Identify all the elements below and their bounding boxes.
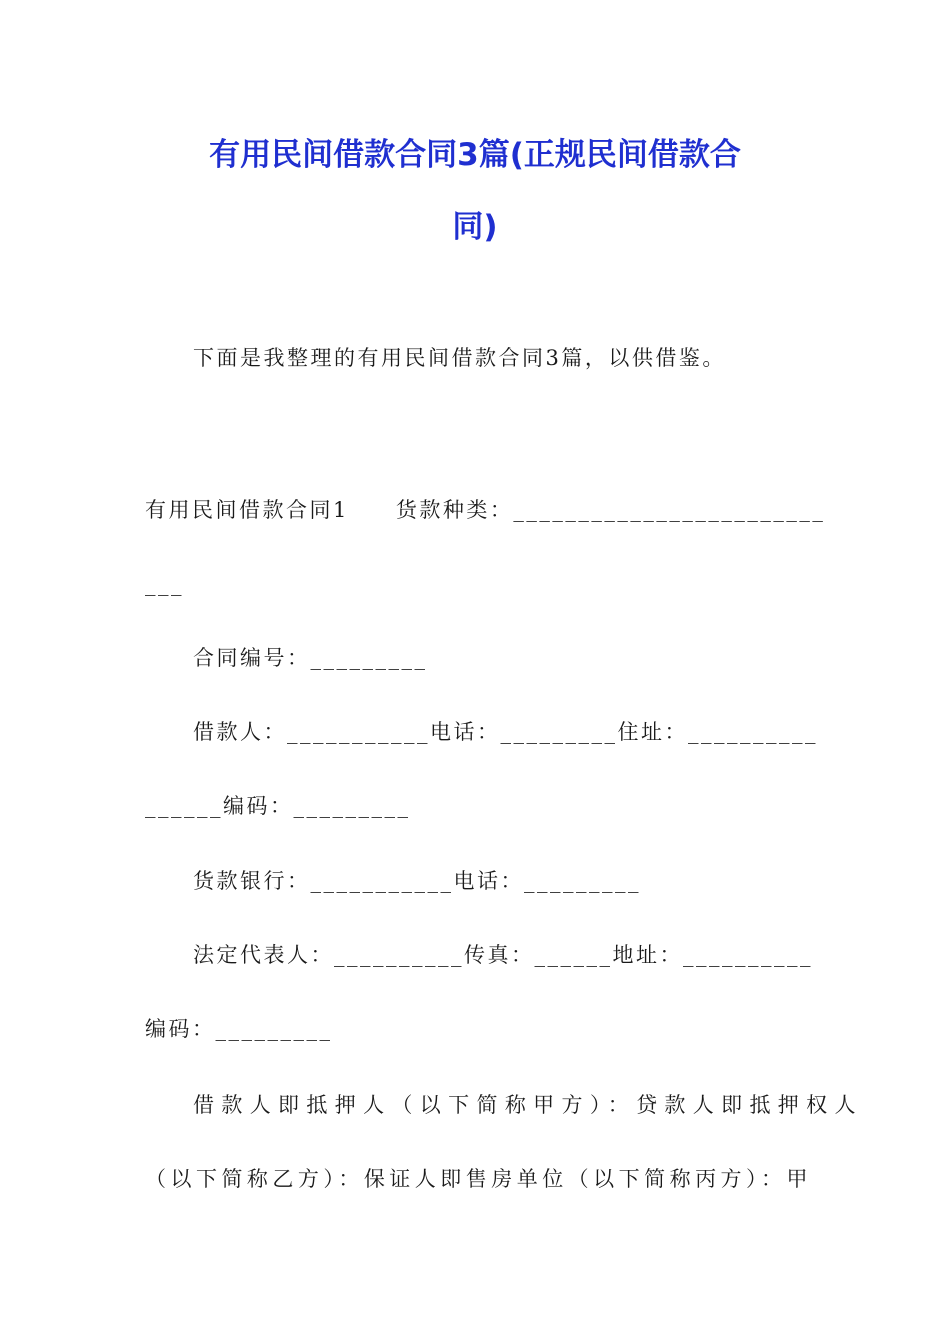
document-title-line-1: 有用民间借款合同3篇(正规民间借款合 — [209, 137, 741, 173]
contract-heading-loan-type: 有用民间借款合同1 货款种类：________________________ — [145, 498, 826, 522]
parties-paragraph-line-1: 借款人即抵押人（以下简称甲方）：贷款人即抵押权人 — [193, 1093, 858, 1117]
loan-type-continuation: ___ — [145, 572, 184, 596]
lending-bank-line: 货款银行：___________电话：_________ — [193, 869, 641, 893]
legal-representative-line: 法定代表人：__________传真：______地址：__________ — [193, 943, 813, 967]
contract-number-line: 合同编号：_________ — [193, 646, 428, 670]
borrower-continuation: ______编码：_________ — [145, 794, 411, 818]
intro-paragraph: 下面是我整理的有用民间借款合同3篇，以供借鉴。 — [193, 346, 726, 370]
borrower-line: 借款人：___________电话：_________住址：__________ — [193, 720, 818, 744]
parties-paragraph-line-2: （以下简称乙方）：保证人即售房单位（以下简称丙方）：甲 — [145, 1167, 810, 1191]
document-title-line-2: 同) — [452, 209, 498, 245]
legal-representative-continuation: 编码：_________ — [145, 1017, 333, 1041]
